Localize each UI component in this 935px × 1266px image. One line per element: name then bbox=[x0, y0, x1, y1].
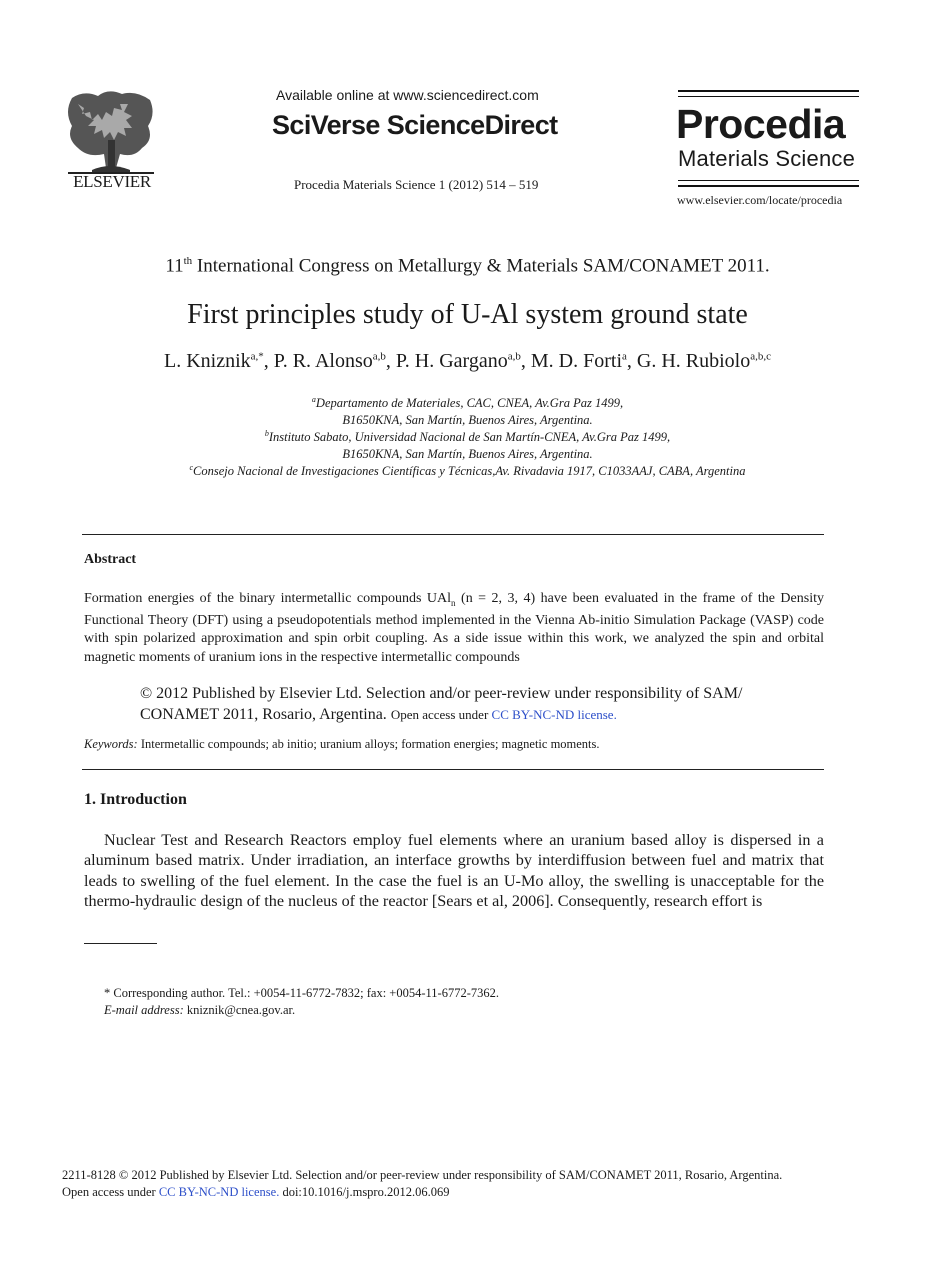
author-name: P. R. Alonso bbox=[273, 350, 373, 372]
affiliation-mark: c bbox=[189, 463, 194, 472]
conference-name bbox=[0, 255, 935, 277]
journal-logo-subtitle: Materials Science bbox=[678, 146, 856, 171]
sciencedirect-brand: SciVerse ScienceDirect bbox=[272, 110, 558, 140]
email-label: E-mail address: bbox=[104, 1003, 184, 1017]
conference-text: International Congress on Metallurgy & Materials SAM/CONAMET 2011. bbox=[192, 255, 770, 277]
license-link[interactable]: CC BY-NC-ND license. bbox=[491, 707, 617, 722]
open-access-label: Open access under bbox=[390, 707, 492, 722]
copyright-text: © 2012 Published by Elsevier Ltd. Selection and/or peer-review under responsibility of SAM/ CONAMET 2011, Rosario, Argentina. bbox=[140, 685, 743, 723]
affiliation-mark: b bbox=[264, 429, 269, 438]
introduction-text: Nuclear Test and Research Reactors employ fuel elements where an uranium based alloy is dispersed in a aluminum based matrix. Under irradiation, an interface growths by interdiffusion between fuel and matrix that leads to swelling of the fuel element. In the case the fuel is an U-Mo alloy, the swelling is unacceptable for the thermo-hydraulic design of the nucleus of the reactor [Sears et al, 2006]. Consequently, research effort is bbox=[84, 831, 824, 911]
author-affiliation-mark: a,b bbox=[507, 350, 521, 363]
abstract-text bbox=[84, 590, 824, 667]
author-name: P. H. Gargano bbox=[395, 350, 508, 372]
keywords-text: Intermetallic compounds; ab initio; uranium alloys; formation energies; magnetic moments. bbox=[137, 737, 600, 751]
author-affiliation-mark: a, bbox=[250, 350, 259, 363]
available-online-text: Available online at www.sciencedirect.com bbox=[276, 87, 539, 103]
journal-logo-title: Procedia bbox=[676, 101, 846, 147]
journal-logo-top-rule bbox=[678, 90, 859, 92]
email-address[interactable]: kniznik@cnea.gov.ar. bbox=[183, 1003, 296, 1017]
abstract-text-rest: (n = 2, 3, 4) have been evaluated in the frame of the Density Functional Theory (DFT) using a pseudopotentials method implemented in the Vienna Ab-initio Simulation Package (VASP) code with spin polarized approximation and spin orbit coupling. As a side issue within this work, we analyzed the spin and orbital magnetic moments of uranium ions in the respective intermetallic compounds bbox=[84, 591, 824, 665]
corresponding-author-note: * Corresponding author. Tel.: +0054-11-6772-7832; fax: +0054-11-6772-7362. bbox=[104, 986, 500, 1000]
author-separator: , bbox=[626, 350, 637, 372]
author-name: M. D. Forti bbox=[530, 350, 622, 372]
author-separator: , bbox=[520, 350, 531, 372]
author-name: G. H. Rubiolo bbox=[636, 350, 751, 372]
affiliation-text: B1650KNA, San Martín, Buenos Aires, Argentina. bbox=[342, 447, 593, 462]
license-doi-line bbox=[62, 1185, 449, 1200]
affiliation-text: Departamento de Materiales, CAC, CNEA, Av.Gra Paz 1499, bbox=[315, 396, 624, 411]
author-list bbox=[0, 350, 935, 373]
journal-logo-bottom-rule-thin bbox=[678, 180, 859, 181]
affiliation-text: Consejo Nacional de Investigaciones Científicas y Técnicas,Av. Rivadavia 1917, C1033AAJ, CABA, Argentina bbox=[193, 464, 746, 479]
author-affiliation-mark: a,b,c bbox=[750, 350, 771, 363]
keywords-label: Keywords: bbox=[84, 737, 138, 751]
journal-logo-top-rule-thin bbox=[678, 96, 859, 97]
author-separator: , bbox=[385, 350, 396, 372]
abstract-heading: Abstract bbox=[84, 552, 137, 567]
abstract-text-start: Formation energies of the binary intermetallic compounds UAl bbox=[84, 591, 452, 606]
open-access-label: Open access under bbox=[62, 1185, 159, 1199]
author-affiliation-mark: a,b bbox=[372, 350, 386, 363]
conference-ordinal: th bbox=[183, 255, 193, 267]
affiliation-text: B1650KNA, San Martín, Buenos Aires, Argentina. bbox=[342, 413, 593, 428]
journal-citation: Procedia Materials Science 1 (2012) 514 – 519 bbox=[294, 177, 539, 192]
journal-url[interactable]: www.elsevier.com/locate/procedia bbox=[677, 193, 843, 207]
publisher-name: ELSEVIER bbox=[73, 172, 151, 191]
email-note bbox=[104, 1003, 295, 1018]
conference-number: 11 bbox=[165, 255, 184, 277]
copyright-notice bbox=[140, 683, 800, 725]
section-divider bbox=[82, 534, 824, 535]
paper-title: First principles study of U-Al system ground state bbox=[187, 299, 748, 330]
affiliation-line bbox=[0, 459, 935, 480]
footnote-divider bbox=[84, 943, 157, 944]
journal-logo-bottom-rule bbox=[678, 185, 859, 187]
corresponding-author-mark: * bbox=[258, 350, 264, 363]
author-affiliation-mark: a bbox=[622, 350, 627, 363]
affiliation-mark: a bbox=[311, 395, 316, 404]
affiliation-text: Instituto Sabato, Universidad Nacional de San Martín-CNEA, Av.Gra Paz 1499, bbox=[268, 430, 671, 445]
author-name: L. Kniznik bbox=[164, 350, 251, 372]
formula-subscript: n bbox=[451, 597, 456, 608]
keywords bbox=[84, 737, 600, 752]
introduction-heading: 1. Introduction bbox=[84, 791, 187, 808]
author-separator: , bbox=[263, 350, 274, 372]
license-link[interactable]: CC BY-NC-ND license. bbox=[158, 1185, 280, 1199]
section-divider bbox=[82, 769, 824, 770]
issn-copyright-line: 2211-8128 © 2012 Published by Elsevier Ltd. Selection and/or peer-review under responsibility of SAM/CONAMET 2011, Rosario, Argentina. bbox=[62, 1168, 783, 1182]
doi-text[interactable]: doi:10.1016/j.mspro.2012.06.069 bbox=[279, 1185, 450, 1199]
